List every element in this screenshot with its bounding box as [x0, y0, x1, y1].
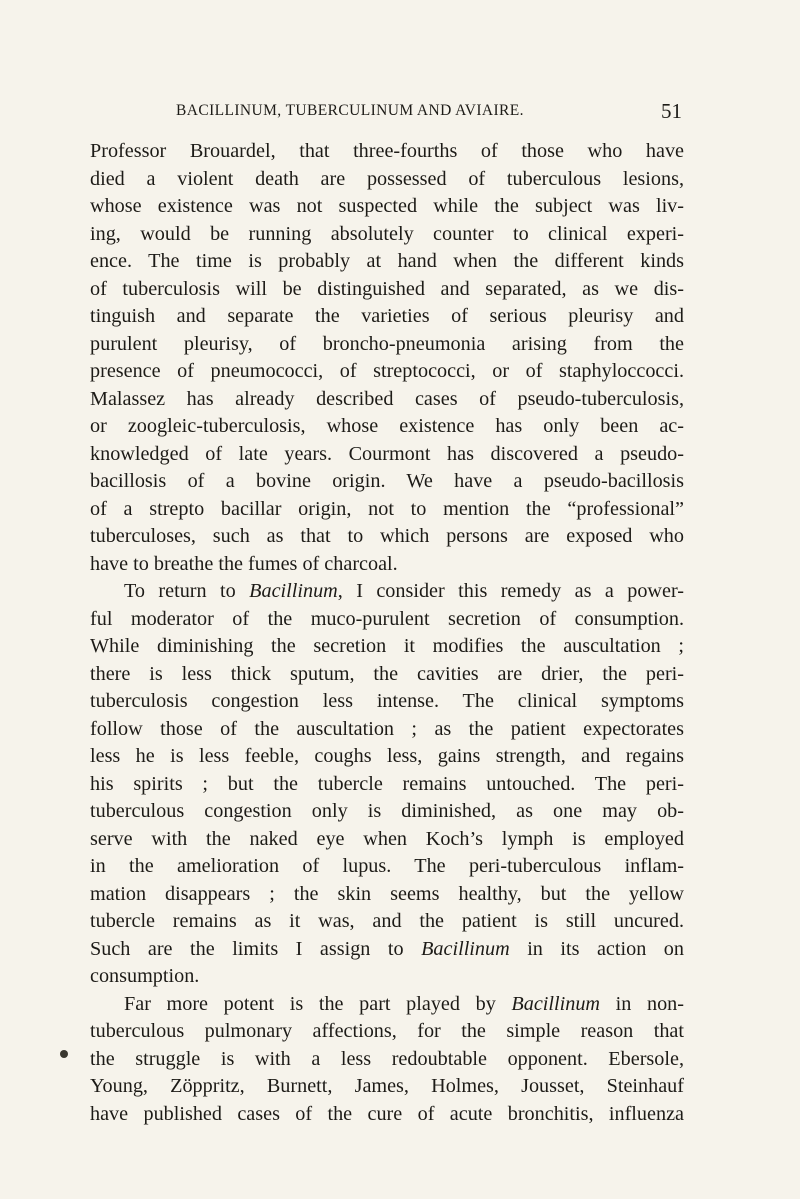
text-line: ing, would be running absolutely counter to clinical experi-: [90, 222, 684, 245]
text-run: Such are the limits I assign to: [90, 937, 422, 960]
text-line: mation disappears ; the skin seems healthy, but the yellow: [90, 882, 684, 905]
text-line: whose existence was not suspected while the subject was liv-: [90, 195, 684, 217]
text-line: serve with the naked eye when Koch’s lymph is employed: [90, 827, 684, 850]
text-line: ful moderator of the muco-purulent secretion of consumption.: [90, 607, 684, 630]
remedy-name: Bacillinum: [249, 580, 338, 602]
text-line: his spirits ; but the tubercle remains untouched. The peri-: [90, 772, 684, 795]
text-line: tuberculoses, such as that to which persons are exposed who: [90, 525, 684, 547]
remedy-name: Bacillinum: [511, 992, 601, 1015]
text-line: died a violent death are possessed of tuberculous lesions,: [90, 167, 684, 190]
text-line: purulent pleurisy, of broncho-pneumonia arising from the: [90, 332, 684, 355]
text-line: [90, 936, 684, 964]
text-run: in its action on: [509, 937, 684, 960]
text-line: or zoogleic-tuberculosis, whose existence has only been ac-: [90, 415, 684, 437]
text-line: the struggle is with a less redoubtable opponent. Ebersole,: [90, 1047, 684, 1070]
text-line: consumption.: [90, 965, 200, 987]
text-run: , I consider this remedy as a power-: [337, 580, 685, 602]
text-line: have published cases of the cure of acute bronchitis, influenza: [90, 1102, 684, 1125]
margin-dot-mark: [60, 1050, 68, 1058]
text-line: tubercle remains as it was, and the patient is still uncured.: [90, 910, 684, 932]
text-line: tinguish and separate the varieties of serious pleurisy and: [90, 305, 684, 327]
text-line: of a strepto bacillar origin, not to mention the “professional”: [90, 497, 684, 520]
text-line: Malassez has already described cases of pseudo-tuberculosis,: [90, 387, 684, 410]
text-line: less he is less feeble, coughs less, gains strength, and regains: [90, 745, 684, 767]
text-line: [90, 991, 684, 1019]
text-run: To return to: [124, 580, 250, 602]
text-line: knowledged of late years. Courmont has discovered a pseudo-: [90, 442, 684, 465]
text-line: in the amelioration of lupus. The peri-tuberculous inflam-: [90, 855, 684, 877]
text-line: Professor Brouardel, that three-fourths of those who have: [90, 140, 684, 162]
text-line: have to breathe the fumes of charcoal.: [90, 552, 398, 575]
text-line: ence. The time is probably at hand when the different kinds: [90, 250, 684, 272]
text-line: tuberculous pulmonary affections, for the simple reason that: [90, 1020, 684, 1042]
text-line: there is less thick sputum, the cavities are drier, the peri-: [90, 662, 684, 685]
text-run: in non-: [600, 992, 684, 1015]
remedy-name: Bacillinum: [421, 937, 510, 960]
text-line: bacillosis of a bovine origin. We have a pseudo-bacillosis: [90, 470, 684, 492]
text-line: tuberculosis congestion less intense. The clinical symptoms: [90, 690, 684, 712]
text-line: presence of pneumococci, of streptococci, or of staphyloccocci.: [90, 360, 684, 382]
text-line: follow those of the auscultation ; as the patient expectorates: [90, 717, 684, 740]
text-run: Far more potent is the part played by: [124, 992, 512, 1015]
text-line: of tuberculosis will be distinguished and separated, as we dis-: [90, 277, 684, 300]
text-line: [90, 578, 684, 606]
body-text: [90, 138, 684, 1128]
text-line: Young, Zöppritz, Burnett, James, Holmes, Jousset, Steinhauf: [90, 1075, 684, 1097]
page-number: 51: [661, 99, 682, 123]
text-line: While diminishing the secretion it modifies the auscultation ;: [90, 635, 684, 657]
running-title: BACILLINUM, TUBERCULINUM AND AVIAIRE.: [176, 102, 524, 119]
running-header: [90, 100, 682, 122]
text-line: tuberculous congestion only is diminished, as one may ob-: [90, 800, 684, 822]
